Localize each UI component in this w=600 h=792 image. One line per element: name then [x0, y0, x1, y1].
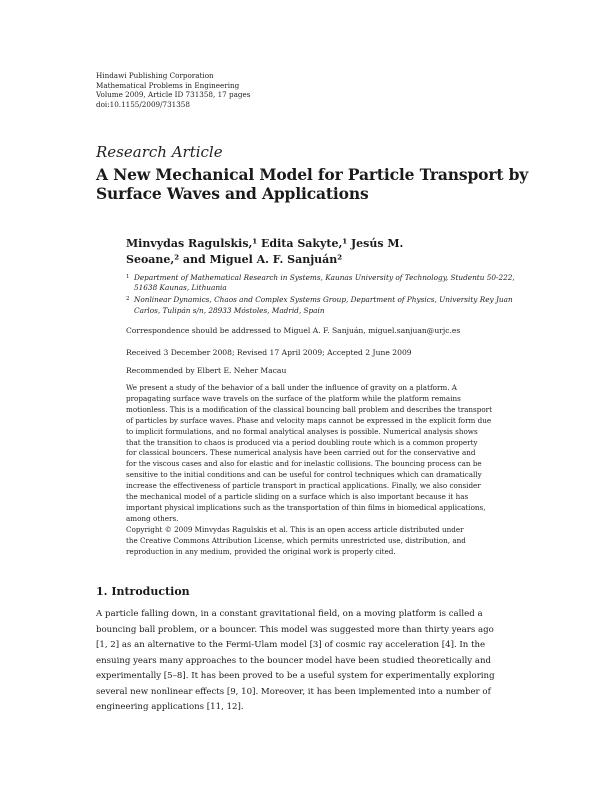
header-line: Mathematical Problems in Engineering [96, 80, 240, 90]
body-line: [1, 2] as an alternative to the Fermi-Ulam model [3] of cosmic ray acceleration [4]. In the [96, 640, 486, 650]
abstract-line: for classical bouncers. These numerical analysis have been carried out for the conservative and [126, 448, 476, 458]
abstract-line: propagating surface wave travels on the surface of the platform while the platform remains [126, 393, 461, 403]
copyright-notice [126, 525, 501, 558]
body-line: several new nonlinear effects [9, 10]. Moreover, it has been implemented into a number of [96, 686, 491, 697]
abstract-line: for the viscous cases and also for elastic and for inelastic collisions. The bouncing process can be [126, 459, 482, 469]
affiliation-line: Department of Mathematical Research in Systems, Kaunas University of Technology, Studentu 50-222, [134, 273, 515, 282]
title-line: A New Mechanical Model for Particle Transport by [96, 165, 529, 184]
header-line: doi:10.1155/2009/731358 [96, 99, 190, 109]
affiliation-number: 2 [126, 296, 130, 303]
abstract [126, 383, 501, 525]
paper-title [96, 165, 529, 203]
abstract-line: to implicit formulations, and no formal analytical analyses is possible. Numerical analysis shows [126, 426, 478, 436]
body-line: engineering applications [11, 12]. [96, 702, 244, 712]
body-line: ensuing years many approaches to the bouncer model have been studied theoretically and [96, 655, 491, 666]
abstract-line: increase the effectiveness of particle transport in practical applications. Finally, we also consider [126, 481, 481, 491]
affiliations [126, 273, 515, 318]
copyright-line: reproduction in any medium, provided the original work is properly cited. [126, 546, 396, 556]
article-type: Research Article [96, 143, 223, 161]
received-dates: Received 3 December 2008; Revised 17 April 2009; Accepted 2 June 2009 [126, 348, 412, 357]
copyright-line: the Creative Commons Attribution License, which permits unrestricted use, distribution, and [126, 535, 466, 545]
affiliation-line: 51638 Kaunas, Lithuania [134, 283, 227, 293]
abstract-line: the mechanical model of a particle sliding on a surface which is also important because it has [126, 492, 469, 502]
affiliation [126, 273, 515, 293]
body-line: experimentally [5–8]. It has been proved to be a useful system for experimentally exploring [96, 671, 495, 681]
affiliation-line: Nonlinear Dynamics, Chaos and Complex Systems Group, Department of Physics, University Rey Juan [134, 295, 513, 305]
title-line: Surface Waves and Applications [96, 184, 369, 203]
affiliation [126, 295, 513, 315]
header-line: Hindawi Publishing Corporation [96, 71, 214, 80]
correspondence: Correspondence should be addressed to Miguel A. F. Sanjuán, miguel.sanjuan@urjc.es [126, 326, 461, 335]
copyright-line: Copyright © 2009 Minvydas Ragulskis et al. This is an open access article distributed under [126, 525, 464, 534]
affiliation-number: 1 [126, 274, 130, 280]
abstract-line: sensitive to the initial conditions and can be useful for control techniques which can dramatically [126, 470, 482, 480]
introduction-body [96, 607, 506, 716]
journal-header [96, 71, 250, 109]
abstract-line: that the transition to chaos is produced via a period doubling route which is a common property [126, 437, 478, 447]
author-line: Seoane,² and Miguel A. F. Sanjuán² [126, 253, 343, 266]
abstract-line: important physical implications such as the transportation of thin films in biomedical applications, [126, 502, 486, 512]
recommended-by: Recommended by Elbert E. Neher Macau [126, 366, 287, 375]
author-list [126, 236, 516, 268]
section-heading: 1. Introduction [96, 585, 190, 598]
abstract-line: of particles by surface waves. Phase and velocity maps cannot be expressed in the explicit form due [126, 415, 492, 425]
header-line: Volume 2009, Article ID 731358, 17 pages [96, 90, 251, 100]
abstract-line: among others. [126, 513, 179, 523]
body-line: bouncing ball problem, or a bouncer. This model was suggested more than thirty years ago [96, 624, 494, 635]
abstract-line: We present a study of the behavior of a ball under the influence of gravity on a platform. A [126, 383, 457, 392]
body-line: A particle falling down, in a constant gravitational field, on a moving platform is called a [96, 609, 483, 619]
abstract-line: motionless. This is a modification of the classical bouncing ball problem and describes the transport [126, 404, 492, 414]
author-line: Minvydas Ragulskis,¹ Edita Sakyte,¹ Jesús M. [126, 237, 404, 250]
affiliation-line: Carlos, Tulipán s/n, 28933 Móstoles, Madrid, Spain [134, 305, 325, 315]
